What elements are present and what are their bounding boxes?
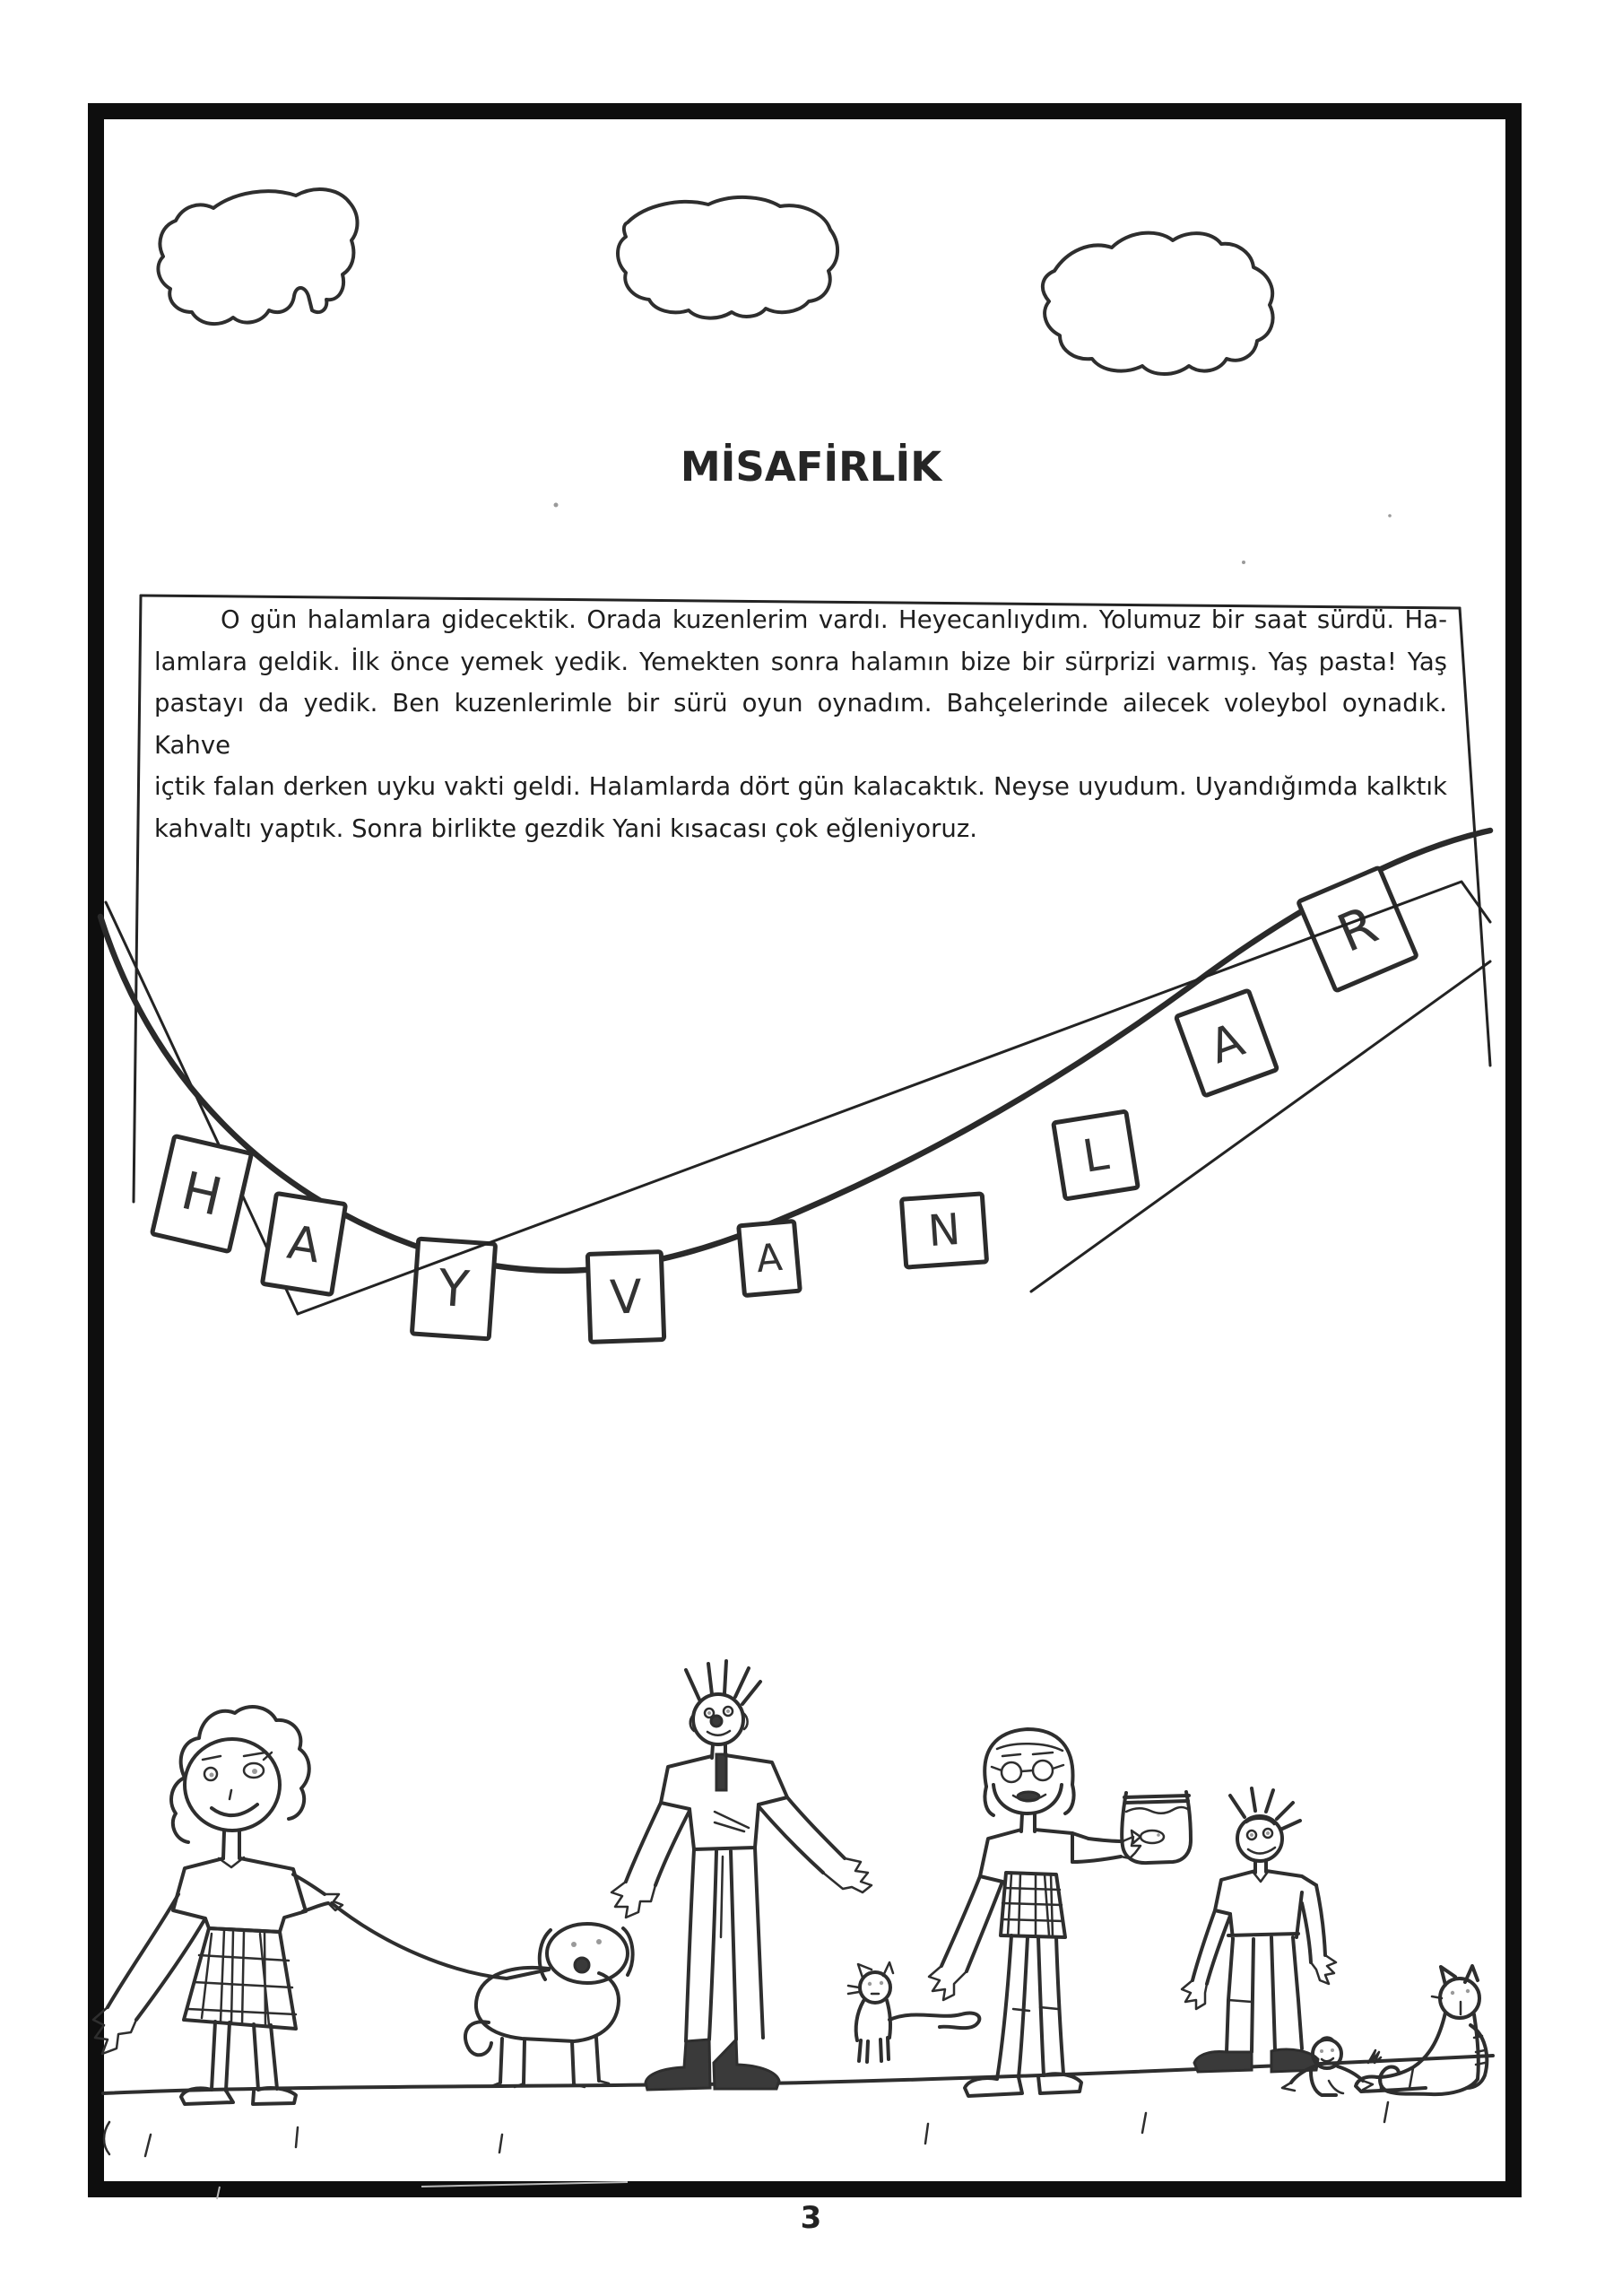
cloud-icon bbox=[1043, 233, 1273, 374]
banner-letter: V bbox=[609, 1270, 643, 1326]
banner-letter: H bbox=[176, 1159, 228, 1229]
boot bbox=[646, 2039, 710, 2090]
letter-card bbox=[587, 1252, 664, 1343]
story-line: O gün halamlara gidecektik. Orada kuzenlerim vardı. Heyecanlıydım. Yolumuz bir saat sürdü. Ha- bbox=[221, 605, 1447, 634]
cloud-icon bbox=[618, 197, 837, 318]
letter-card bbox=[739, 1221, 801, 1295]
story-line: içtik falan derken uyku vakti geldi. Halamlarda dört gün kalacaktık. Neyse uyudum. Uyandığımda kalktık bbox=[154, 772, 1447, 801]
fish-drawing bbox=[1132, 1831, 1164, 1843]
letter-card bbox=[152, 1136, 252, 1252]
fishbowl-drawing bbox=[1122, 1792, 1191, 1863]
banner-letter: A bbox=[1202, 1013, 1252, 1075]
shirt-placket bbox=[716, 1754, 726, 1790]
letter-card bbox=[412, 1239, 495, 1339]
pencil-speck bbox=[554, 503, 559, 508]
sitting-cat-drawing bbox=[1356, 1966, 1487, 2094]
cloud-icon bbox=[158, 189, 357, 324]
letter-card bbox=[1054, 1111, 1138, 1199]
banner-letter-cards bbox=[152, 867, 1418, 1342]
boy-drawing bbox=[1182, 1788, 1336, 2072]
banner-letter: A bbox=[283, 1215, 325, 1274]
letter-card bbox=[1298, 867, 1417, 991]
ground-line bbox=[103, 2056, 1493, 2199]
letter-card bbox=[901, 1194, 986, 1267]
banner-letter: N bbox=[926, 1204, 962, 1257]
cat-tail bbox=[889, 2013, 979, 2029]
story-line: pastayı da yedik. Ben kuzenlerimle bir sürü oyun oynadım. Bahçelerinde ailecek voleybol oynadık. Kahve bbox=[154, 689, 1447, 760]
pencil-speck bbox=[1242, 561, 1245, 564]
pencil-speck bbox=[1388, 514, 1392, 517]
water-line bbox=[1126, 1807, 1189, 1813]
plaid-skirt-pattern bbox=[1002, 1874, 1063, 1936]
woman-with-dog-drawing bbox=[93, 1707, 549, 2104]
page-number: 3 bbox=[800, 2200, 822, 2236]
banner-letter: Y bbox=[436, 1258, 472, 1320]
boot bbox=[714, 2039, 779, 2089]
story-text bbox=[154, 599, 1447, 849]
letter-card bbox=[263, 1194, 346, 1295]
story-line: lamlara geldik. İlk önce yemek yedik. Yemekten sonra halamın bize bir sürprizi varmış. Yaş pasta! Yaş bbox=[154, 647, 1447, 676]
woman-with-fishbowl-drawing bbox=[929, 1729, 1191, 2096]
story-line: kahvaltı yaptık. Sonra birlikte gezdik Yani kısacası çok eğleniyoruz. bbox=[154, 813, 978, 843]
letter-card bbox=[1176, 990, 1278, 1096]
banner-letter: R bbox=[1329, 893, 1386, 965]
man-drawing bbox=[612, 1661, 872, 2090]
banner-letter: A bbox=[754, 1234, 785, 1282]
boot bbox=[1194, 2052, 1252, 2073]
banner-letter: L bbox=[1079, 1127, 1113, 1183]
page-title: MİSAFİRLİK bbox=[680, 443, 942, 491]
dog-drawing bbox=[465, 1924, 633, 2087]
